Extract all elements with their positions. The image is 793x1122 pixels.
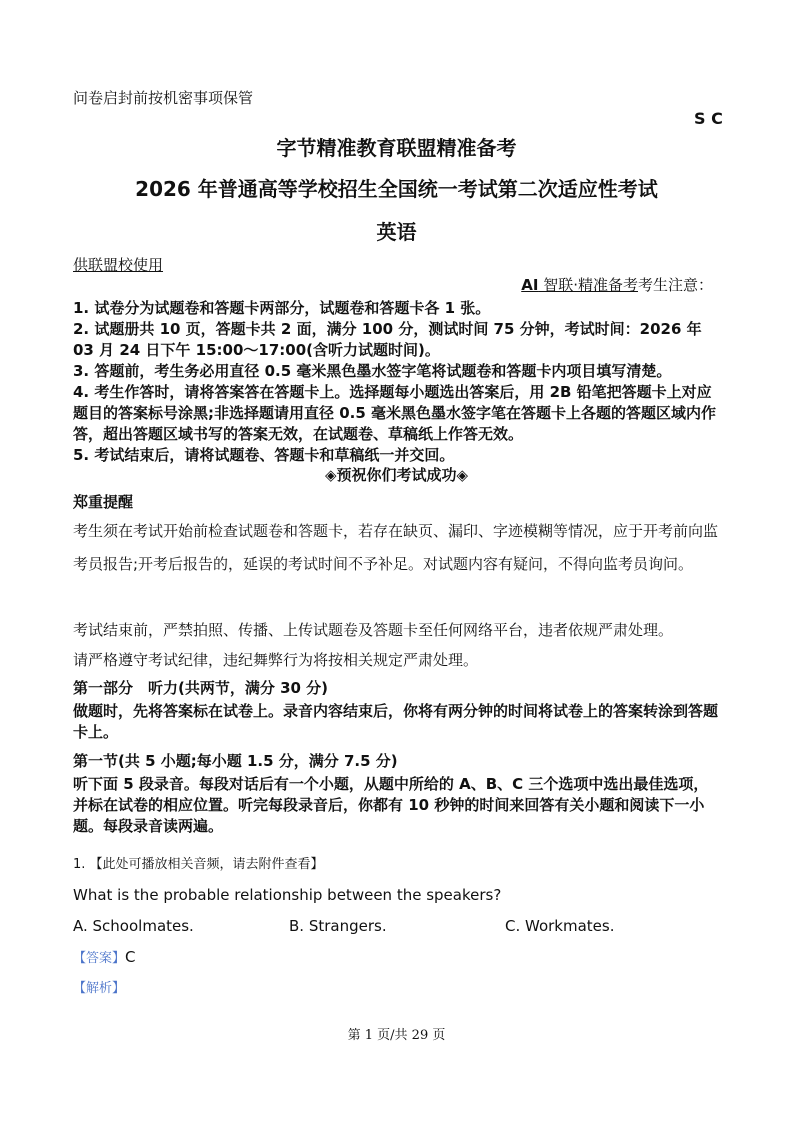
subject-title: 英语 [376,220,417,244]
section1-instruction: 听下面 5 段录音。每段对话后有一个小题，从题中所给的 A、B、C 三个选项中选出最佳选项，并标在试卷的相应位置。听完每段录音后，你都有 10 秒钟的时间来回答有关小题和阅读下一小题。每段录音读两遍。 [73,775,709,835]
reminder-paragraph: 考试结束前，严禁拍照、传播、上传试题卷及答题卡至任何网络平台，违者依规严肃处理。 [73,621,674,639]
secret-note: 问卷启封前按机密事项保管 [73,89,254,107]
notice-item: 4. 考生作答时，请将答案答在答题卡上。选择题每小题选出答案后，用 2B 铅笔把答题卡上对应题目的答案标号涂黑;非选择题请用直径 0.5 毫米黑色墨水签字笔在答题卡上各题的答题区域内作答，超出答题区域书写的答案无效，在试题卷、草稿纸上作答无效。 [73,383,717,443]
question-number: 1. [73,857,86,872]
notice-list [73,298,721,466]
wish-line: ◈预祝你们考试成功◈ [324,466,469,484]
question-stem: What is the probable relationship between the speakers? [73,886,502,904]
notice-heading: 考生注意： [637,276,713,294]
notice-item: 2. 试题册共 10 页，答题卡共 2 面，满分 100 分，测试时间 75 分钟，考试时间：2026 年 03 月 24 日下午 15:00～17:00(含听力试题时间)。 [73,320,702,359]
audio-note: 【此处可播放相关音频，请去附件查看】 [89,857,324,872]
exam-code: S C [694,109,723,128]
reminder-title: 郑重提醒 [73,493,134,511]
usage-note: 供联盟校使用 [73,256,164,274]
reminder-paragraph: 考生须在考试开始前检查试题卷和答题卡，若存在缺页、漏印、字迹模糊等情况，应于开考前向监考员报告;开考后报告的，延误的考试时间不予补足。对试题内容有疑问，不得向监考员询问。 [73,522,719,573]
page-number: 第 1 页/共 29 页 [347,1028,446,1043]
org-title: 字节精准教育联盟精准备考 [276,136,517,160]
notice-item: 3. 答题前，考生务必用直径 0.5 毫米黑色墨水签字笔将试题卷和答题卡内项目填写清楚。 [73,362,672,380]
option-b: B. Strangers. [289,917,387,935]
part1-title: 第一部分 听力(共两节，满分 30 分) [73,679,329,697]
question-1-audio-line [73,853,324,872]
option-a: A. Schoolmates. [73,917,194,935]
notice-item: 1. 试卷分为试题卷和答题卡两部分，试题卷和答题卡各 1 张。 [73,299,491,317]
brand-ai: AI [521,276,539,294]
analysis-label: 【解析】 [73,981,126,996]
exam-title: 2026 年普通高等学校招生全国统一考试第二次适应性考试 [135,177,658,201]
notice-item: 5. 考试结束后，请将试题卷、答题卡和草稿纸一并交回。 [73,446,455,464]
notice-heading-line [521,275,713,296]
answer-line [73,947,136,966]
part1-instruction: 做题时，先将答案标在试卷上。录音内容结束后，你将有两分钟的时间将试卷上的答案转涂到答题卡上。 [73,702,719,741]
answer-label: 【答案】 [73,951,126,966]
option-c: C. Workmates. [505,917,615,935]
reminder-paragraph: 请严格遵守考试纪律，违纪舞弊行为将按相关规定严肃处理。 [73,651,479,669]
answer-value: C [125,948,136,966]
brand-tail: 智联·精准备考 [538,276,638,294]
section1-title: 第一节(共 5 小题;每小题 1.5 分，满分 7.5 分) [73,752,398,770]
